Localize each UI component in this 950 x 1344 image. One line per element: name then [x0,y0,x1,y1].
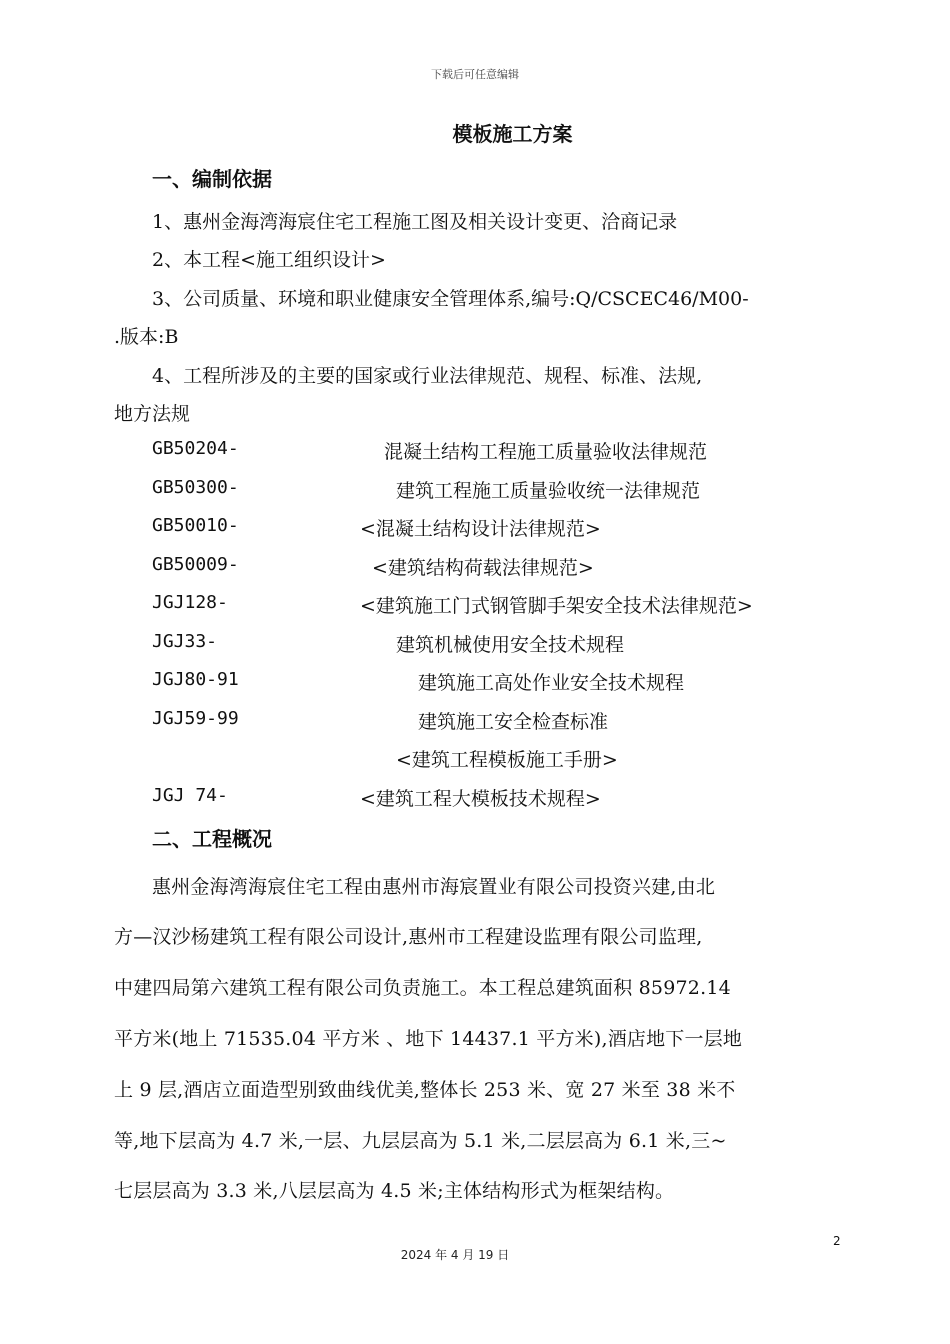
overview-line: 惠州金海湾海宸住宅工程由惠州市海宸置业有限公司投资兴建,由北 [152,876,716,898]
page-number: 2 [833,1234,841,1248]
overview-line: 中建四局第六建筑工程有限公司负责施工。本工程总建筑面积 85972.14 [114,977,731,999]
overview-line: 平方米(地上 71535.04 平方米 、地下 14437.1 平方米),酒店地下一层地 [114,1028,743,1050]
basis-item-1: 1、惠州金海湾海宸住宅工程施工图及相关设计变更、洽商记录 [152,211,678,233]
basis-item-3-cont: .版本:B [114,326,179,348]
standard-name: 混凝土结构工程施工质量验收法律规范 [384,441,708,463]
basis-item-4-cont: 地方法规 [114,403,191,425]
overview-line: 方—汉沙杨建筑工程有限公司设计,惠州市工程建设监理有限公司监理, [114,926,703,948]
document-title: 模板施工方案 [452,122,573,146]
standard-name: 建筑施工安全检查标准 [418,711,609,733]
standard-name: <建筑工程大模板技术规程> [360,788,601,810]
standard-name: <建筑工程模板施工手册> [396,749,618,771]
section1-heading: 一、编制依据 [152,167,272,191]
standard-name: 建筑施工高处作业安全技术规程 [418,672,685,694]
header-note: 下载后可任意编辑 [431,68,519,81]
standard-code: JGJ128- [152,592,228,613]
standard-code: JGJ59-99 [152,708,239,729]
overview-line: 上 9 层,酒店立面造型别致曲线优美,整体长 253 米、宽 27 米至 38 米不 [114,1079,736,1101]
standard-code: GB50009- [152,554,239,575]
standard-code: JGJ80-91 [152,669,239,690]
overview-line: 等,地下层高为 4.7 米,一层、九层层高为 5.1 米,二层层高为 6.1 米,三~ [114,1130,727,1152]
standard-code: GB50010- [152,515,239,536]
standard-name: <建筑结构荷载法律规范> [372,557,594,579]
overview-line: 七层层高为 3.3 米,八层层高为 4.5 米;主体结构形式为框架结构。 [114,1180,675,1202]
standard-name: 建筑工程施工质量验收统一法律规范 [396,480,701,502]
standard-name: 建筑机械使用安全技术规程 [396,634,625,656]
footer-date: 2024 年 4 月 19 日 [400,1248,510,1262]
standard-code: JGJ33- [152,631,218,652]
standard-code: GB50300- [152,477,239,498]
section2-heading: 二、工程概况 [152,827,272,851]
standard-code: JGJ 74- [152,785,228,806]
standard-code: GB50204- [152,438,239,459]
basis-item-4: 4、工程所涉及的主要的国家或行业法律规范、规程、标准、法规, [152,365,703,387]
standard-name: <建筑施工门式钢管脚手架安全技术法律规范> [360,595,753,617]
basis-item-2: 2、本工程<施工组织设计> [152,249,386,271]
basis-item-3: 3、公司质量、环境和职业健康安全管理体系,编号:Q/CSCEC46/M00- [152,288,749,310]
standard-name: <混凝土结构设计法律规范> [360,518,601,540]
